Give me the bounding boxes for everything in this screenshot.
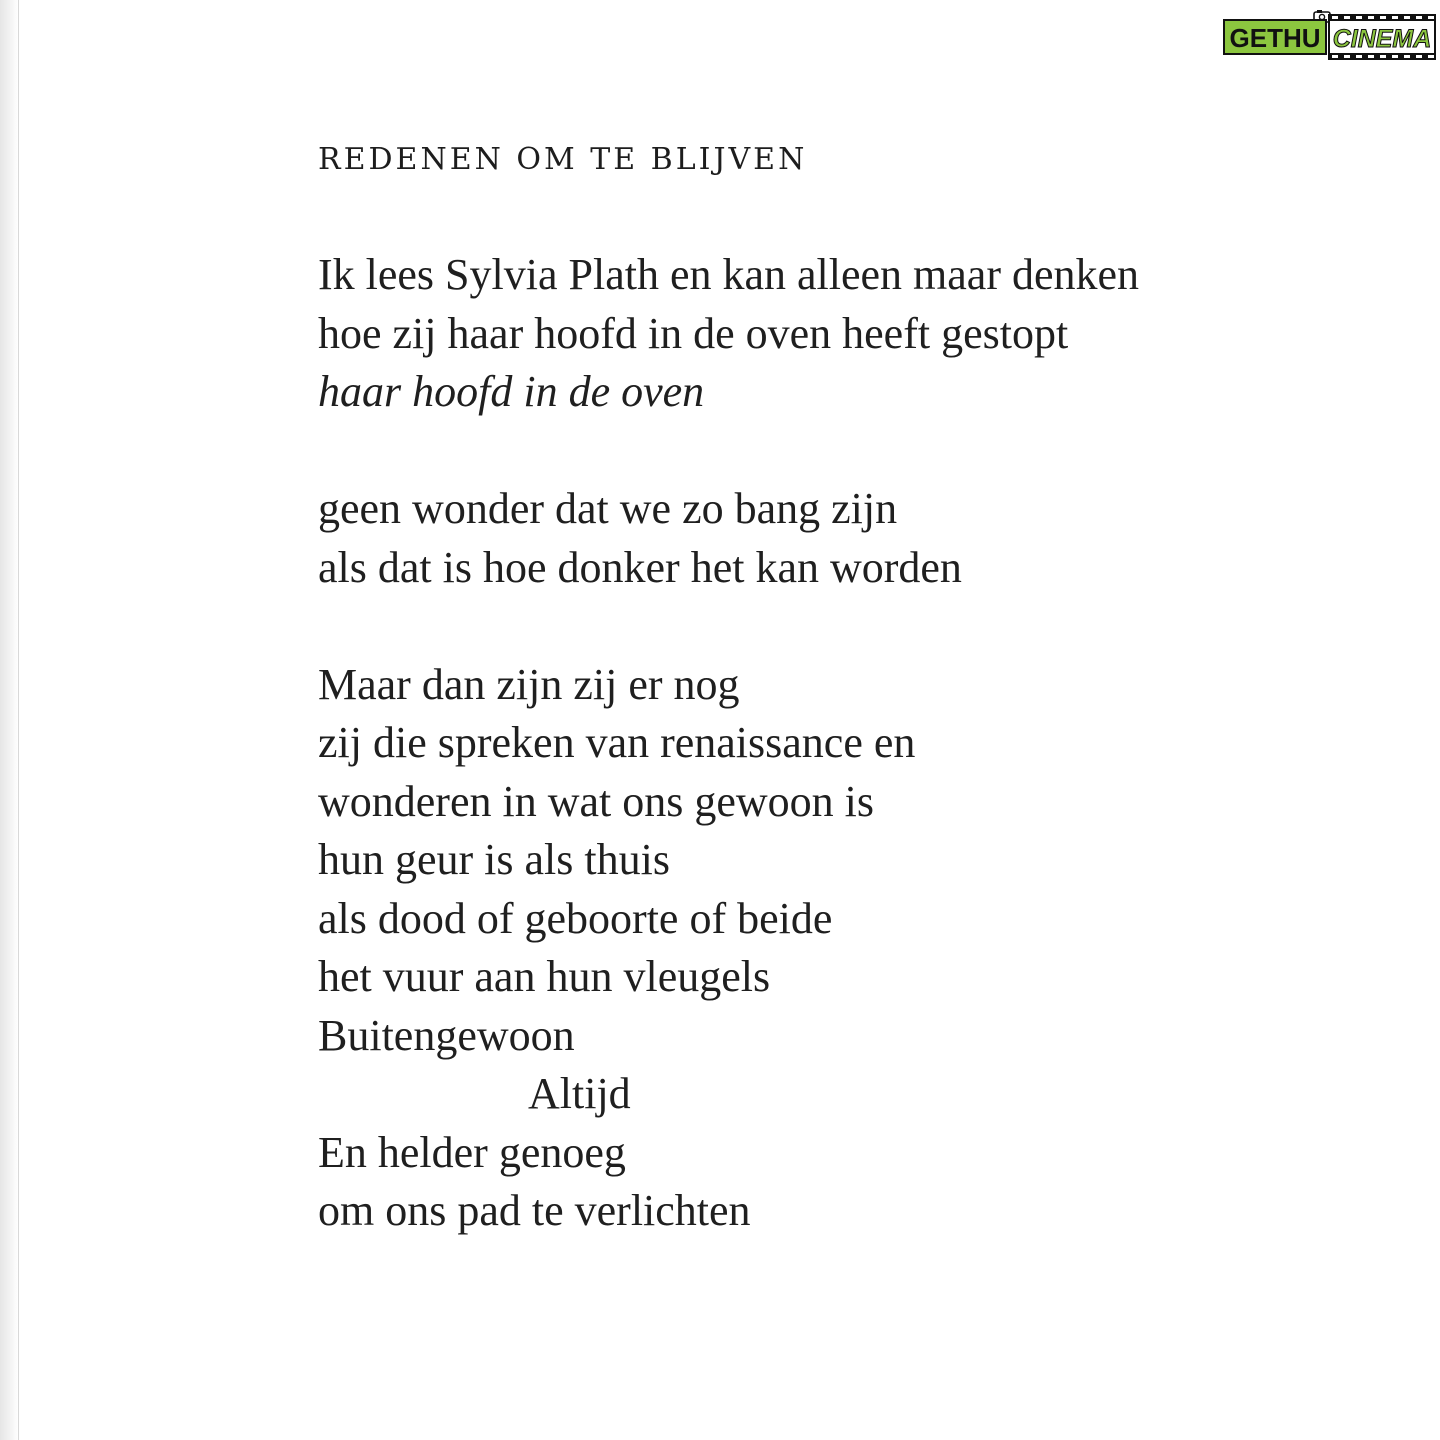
poem-body — [318, 246, 1139, 1241]
poem-line: zij die spreken van renaissance en — [318, 718, 916, 767]
poem-line-italic: haar hoofd in de oven — [318, 367, 705, 416]
gethu-cinema-logo — [1222, 10, 1438, 62]
poem-line: als dat is hoe donker het kan worden — [318, 542, 962, 592]
poem-title: REDENEN OM TE BLIJVEN — [318, 142, 808, 177]
poem-line: om ons pad te verlichten — [318, 1186, 751, 1235]
logo-text-left: GETHU — [1229, 23, 1321, 53]
poem-line: als dood of geboorte of beide — [318, 893, 833, 943]
poem-line: hun geur is als thuis — [318, 835, 670, 884]
poem-line: wonderen in wat ons gewoon is — [318, 776, 875, 826]
poem-line: het vuur aan hun vleugels — [318, 952, 771, 1001]
logo-text-right: CINEMA — [1332, 25, 1432, 53]
page-left-edge — [0, 0, 19, 1440]
poem-line: geen wonder dat we zo bang zijn — [318, 484, 898, 533]
stanza-break — [318, 597, 1139, 656]
poem-line: hoe zij haar hoofd in de oven heeft gestopt — [318, 308, 1069, 358]
poem-line: Ik lees Sylvia Plath en kan alleen maar denken — [318, 250, 1140, 299]
poem-line: Maar dan zijn zij er nog — [318, 659, 740, 709]
poem-line: En helder genoeg — [318, 1127, 626, 1177]
poem-line: Buitengewoon — [318, 1010, 575, 1060]
poem-line-indented: Altijd — [528, 1069, 631, 1118]
stanza-break — [318, 422, 1139, 481]
